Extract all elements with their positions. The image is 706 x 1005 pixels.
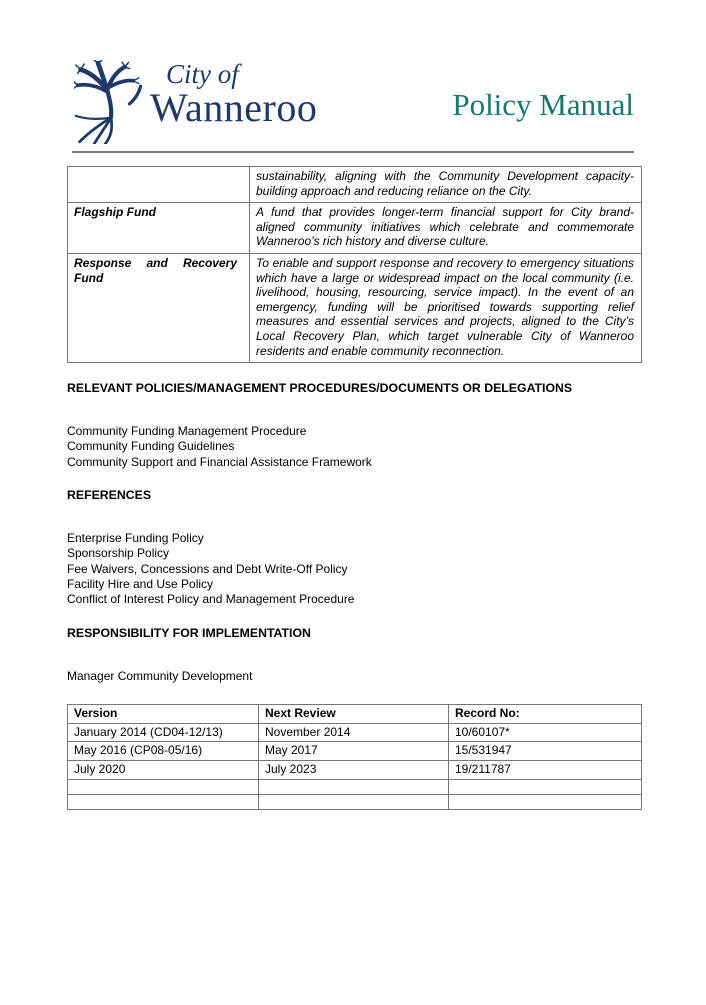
list-item: Community Funding Management Procedure — [67, 424, 307, 439]
record-no-cell — [449, 779, 642, 794]
spacer — [67, 409, 641, 424]
version-history-table — [67, 704, 642, 810]
list-item: Conflict of Interest Policy and Management Procedure — [67, 592, 355, 607]
list-item: Community Support and Financial Assistance Framework — [67, 454, 372, 469]
version-cell: July 2020 — [68, 761, 259, 780]
spacer — [67, 654, 641, 669]
list-item: Manager Community Development — [67, 668, 253, 683]
logo-wanneroo-text: Wanneroo — [150, 85, 318, 130]
version-cell: January 2014 (CD04-12/13) — [68, 723, 259, 742]
kangaroo-paw-logo-icon — [74, 60, 148, 144]
version-cell — [68, 794, 259, 809]
next-review-cell: November 2014 — [259, 723, 449, 742]
list-item: Facility Hire and Use Policy — [67, 576, 214, 591]
relevant-policies-list — [67, 424, 641, 470]
logo-wordmark — [150, 60, 317, 128]
table-row — [68, 723, 642, 742]
list-item: Community Funding Guidelines — [67, 439, 235, 454]
section-heading-relevant-policies: RELEVANT POLICIES/MANAGEMENT PROCEDURES/DOCUMENTS OR DELEGATIONS — [67, 381, 573, 396]
section-heading-references: REFERENCES — [67, 488, 152, 503]
list-item: Enterprise Funding Policy — [67, 531, 204, 546]
next-review-cell: May 2017 — [259, 742, 449, 761]
record-no-cell: 19/211787 — [449, 761, 642, 780]
column-header-version: Version — [68, 704, 259, 723]
definitions-table — [67, 166, 642, 363]
table-header-row — [68, 704, 642, 723]
record-no-cell: 15/531947 — [449, 742, 642, 761]
term-cell — [68, 167, 250, 203]
page-title: Policy Manual — [452, 87, 634, 122]
table-row — [68, 742, 642, 761]
next-review-cell — [259, 779, 449, 794]
references-list — [67, 531, 641, 607]
table-row — [68, 167, 642, 203]
column-header-record-no: Record No: — [449, 704, 642, 723]
table-row — [68, 761, 642, 780]
definition-cell: A fund that provides longer-term financial support for City brand-aligned community initiatives which celebrate and commemorate Wanneroo’s rich history and diverse culture. — [250, 203, 642, 254]
definition-cell: To enable and support response and recovery to emergency situations which have a large or widespread impact on the local community (i.e. livelihood, housing, resourcing, service impact). In the event of an emergency, funding will be prioritised towards supporting relief measures and essential services and projects, aligned to the City’s Local Recovery Plan, which target vulnerable City of Wanneroo residents and enable community reconnection. — [250, 253, 642, 362]
version-cell — [68, 779, 259, 794]
next-review-cell — [259, 794, 449, 809]
version-cell: May 2016 (CP08-05/16) — [68, 742, 259, 761]
next-review-cell: July 2023 — [259, 761, 449, 780]
spacer — [67, 516, 641, 531]
list-item: Sponsorship Policy — [67, 546, 170, 561]
record-no-cell: 10/60107* — [449, 723, 642, 742]
table-row — [68, 253, 642, 362]
table-row — [68, 794, 642, 809]
list-item: Fee Waivers, Concessions and Debt Write-Off Policy — [67, 561, 348, 576]
term-cell: Flagship Fund — [68, 203, 250, 254]
document-body — [67, 153, 641, 810]
term-cell: Response and Recovery Fund — [68, 253, 250, 362]
column-header-next-review: Next Review — [259, 704, 449, 723]
record-no-cell — [449, 794, 642, 809]
section-heading-responsibility: RESPONSIBILITY FOR IMPLEMENTATION — [67, 625, 311, 640]
responsibility-list — [67, 669, 641, 684]
definition-cell: sustainability, aligning with the Community Development capacity-building approach and reducing reliance on the City. — [250, 167, 642, 203]
logo-city-of-text: City of — [166, 59, 239, 89]
table-row — [68, 779, 642, 794]
table-row — [68, 203, 642, 254]
